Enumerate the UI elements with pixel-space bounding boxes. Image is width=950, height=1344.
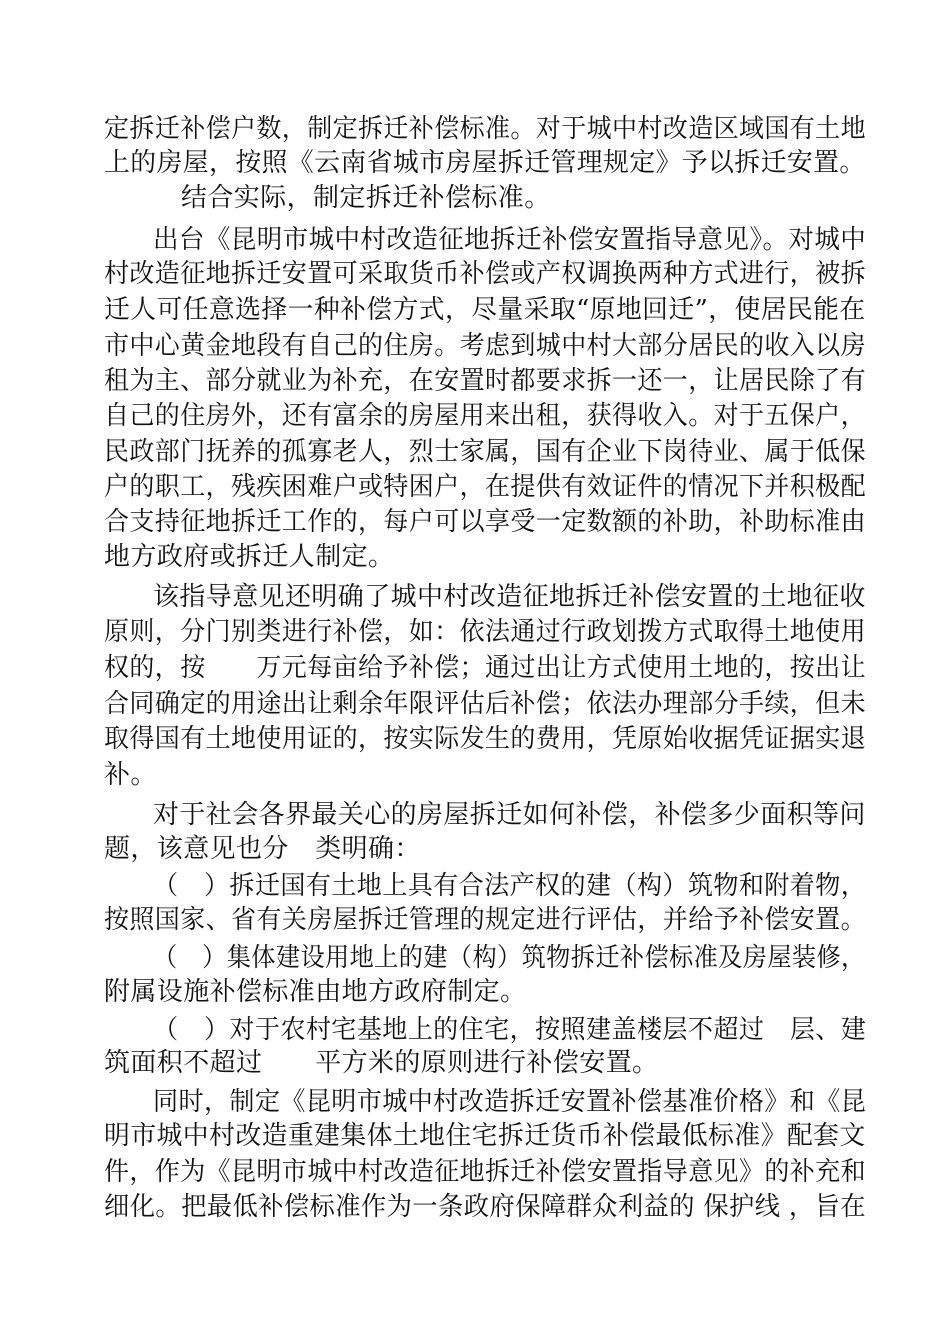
text-line: 户的职工，残疾困难户或特困户，在提供有效证件的情况下并积极配 <box>104 472 866 502</box>
text-line: 该指导意见还明确了城中村改造征地拆迁补偿安置的土地征收 <box>153 582 866 612</box>
text-line: 出台《昆明市城中村改造征地拆迁补偿安置指导意见》。对城中 <box>153 225 867 255</box>
text-line: （ ）拆迁国有土地上具有合法产权的建（构）筑物和附着物， <box>153 871 867 901</box>
text-line: 同时，制定《昆明市城中村改造拆迁安置补偿基准价格》和《昆 <box>153 1087 867 1117</box>
text-line: 筑面积不超过 平方米的原则进行补偿安置。 <box>104 1048 659 1078</box>
text-line: 附属设施补偿标准由地方政府制定。 <box>104 977 527 1007</box>
text-line: 权的，按 万元每亩给予补偿；通过出让方式使用土地的，按出让 <box>104 653 866 683</box>
text-line: 明市城中村改造重建集体土地住宅拆迁货币补偿最低标准》配套文 <box>104 1121 866 1151</box>
text-line: 上的房屋，按照《云南省城市房屋拆迁管理规定》予以拆迁安置。 <box>104 148 866 178</box>
text-line: （ ）集体建设用地上的建（构）筑物拆迁补偿标准及房屋装修， <box>153 943 866 973</box>
text-line: 按照国家、省有关房屋拆迁管理的规定进行评估，并给予补偿安置。 <box>104 905 866 935</box>
text-line: （ ）对于农村宅基地上的住宅，按照建盖楼层不超过 层、建 <box>153 1015 867 1045</box>
text-line: 地方政府或拆迁人制定。 <box>104 542 395 572</box>
text-line: 定拆迁补偿户数，制定拆迁补偿标准。对于城中村改造区域国有土地 <box>104 114 866 144</box>
text-line: 原则，分门别类进行补偿，如：依法通过行政划拨方式取得土地使用 <box>104 617 866 647</box>
text-line: 细化。把最低补偿标准作为一条政府保障群众利益的 保护线 ，旨在 <box>104 1192 866 1222</box>
text-line: 对于社会各界最关心的房屋拆迁如何补偿，补偿多少面积等问 <box>153 800 866 830</box>
text-line: 自己的住房外，还有富余的房屋用来出租，获得收入。对于五保户， <box>104 401 866 431</box>
text-line: 结合实际，制定拆迁补偿标准。 <box>181 183 551 213</box>
text-line: 迁人可任意选择一种补偿方式，尽量采取“原地回迁”，使居民能在 <box>104 295 866 325</box>
text-line: 租为主、部分就业为补充，在安置时都要求拆一还一，让居民除了有 <box>104 366 866 396</box>
text-line: 市中心黄金地段有自己的住房。考虑到城中村大部分居民的收入以房 <box>104 331 866 361</box>
text-line: 民政部门抚养的孤寡老人，烈士家属，国有企业下岗待业、属于低保 <box>104 437 866 467</box>
text-line: 合同确定的用途出让剩余年限评估后补偿；依法办理部分手续，但未 <box>104 689 866 719</box>
text-line: 村改造征地拆迁安置可采取货币补偿或产权调换两种方式进行，被拆 <box>104 259 866 289</box>
text-line: 件，作为《昆明市城中村改造征地拆迁补偿安置指导意见》的补充和 <box>104 1157 866 1187</box>
text-line: 题，该意见也分 类明确： <box>104 834 421 864</box>
text-line: 合支持征地拆迁工作的，每户可以享受一定数额的补助，补助标准由 <box>104 507 866 537</box>
text-line: 补。 <box>104 760 157 790</box>
text-line: 取得国有土地使用证的，按实际发生的费用，凭原始收据凭证据实退 <box>104 724 866 754</box>
